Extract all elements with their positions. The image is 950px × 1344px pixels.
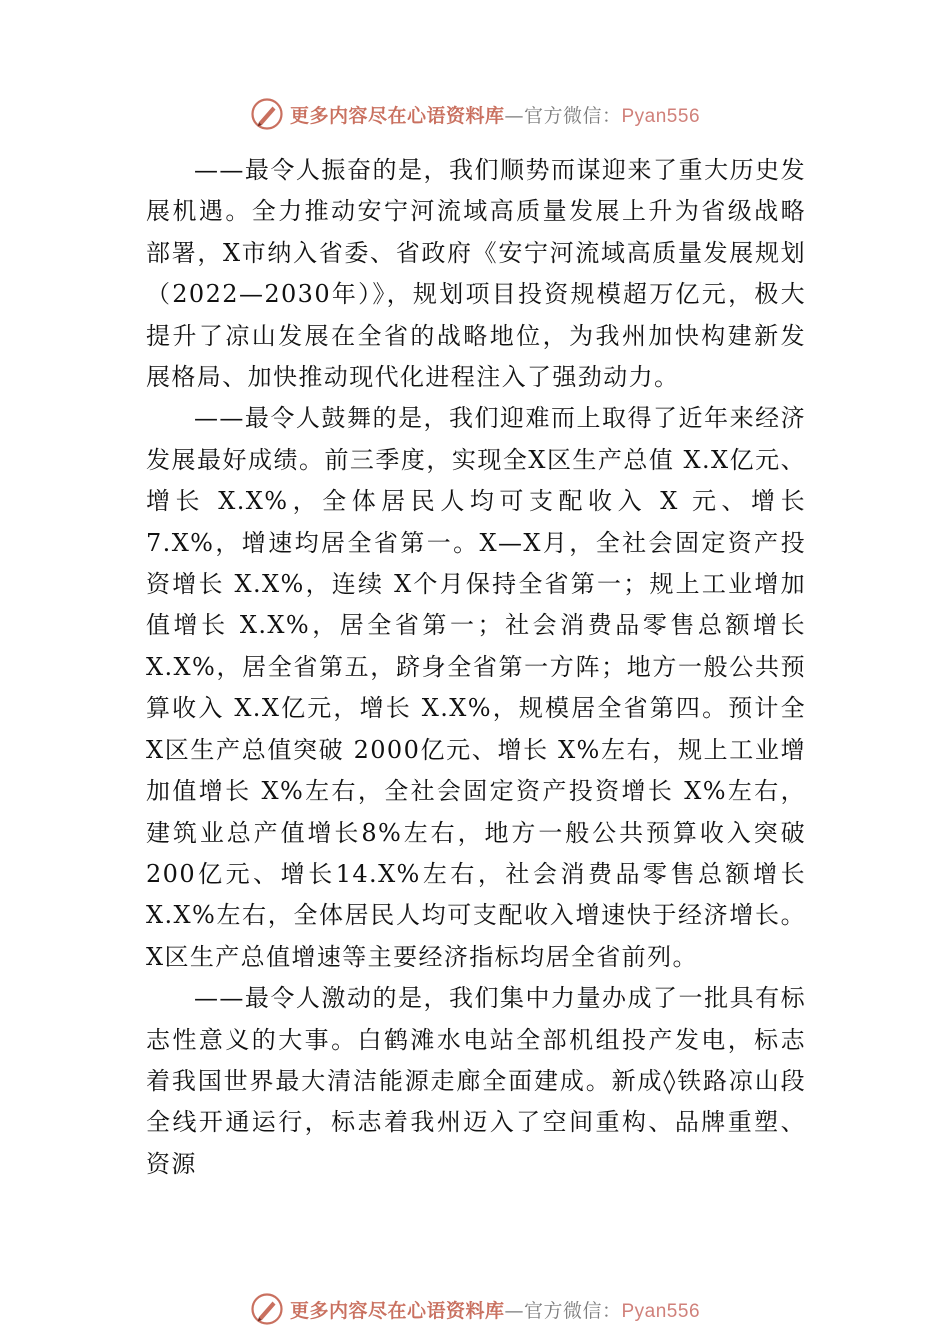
pen-logo-icon [250,97,284,131]
pen-logo-icon [250,1292,284,1326]
paragraph: ——最令人激动的是，我们集中力量办成了一批具有标志性意义的大事。白鹤滩水电站全部机组投产发电，标志着我国世界最大清洁能源走廊全面建成。新成◊铁路凉山段全线开通运行，标志着我州迈入了空间重构、品牌重塑、资源 [146,984,806,1178]
header-separator: — [504,104,524,127]
header-wechat-id: Pyan556 [621,105,701,127]
header-text [290,101,700,128]
footer-label: 官方微信： [523,1299,622,1322]
footer-brand: 更多内容尽在心语资料库 [289,1299,505,1322]
footer-separator: — [504,1299,524,1322]
header-label: 官方微信： [523,104,622,127]
header-banner [0,94,950,134]
paragraph: ——最令人振奋的是，我们顺势而谋迎来了重大历史发展机遇。全力推动安宁河流域高质量发展上升为省级战略部署，X市纳入省委、省政府《安宁河流域高质量发展规划（2022—2030年）》，规划项目投资规模超万亿元，极大提升了凉山发展在全省的战略地位，为我州加快构建新发展格局、加快推动现代化进程注入了强劲动力。 [146,156,806,392]
document-body [146,150,806,1185]
header-brand: 更多内容尽在心语资料库 [289,104,505,127]
footer-wechat-id: Pyan556 [621,1300,701,1322]
footer-text [290,1296,700,1323]
footer-banner [0,1289,950,1329]
paragraph: ——最令人鼓舞的是，我们迎难而上取得了近年来经济发展最好成绩。前三季度，实现全X区生产总值 X.X亿元、增长 X.X%，全体居民人均可支配收入 X 元、增长7.X%，增速均居全省第一。X—X月，全社会固定资产投资增长 X.X%，连续 X个月保持全省第一；规上工业增加值增长 X.X%，居全省第一；社会消费品零售总额增长X.X%，居全省第五，跻身全省第一方阵；地方一般公共预算收入 X.X亿元，增长 X.X%，规模居全省第四。预计全X区生产总值突破 2000亿元、增长 X%左右，规上工业增加值增长 X%左右，全社会固定资产投资增长 X%左右，建筑业总产值增长8%左右，地方一般公共预算收入突破200亿元、增长14.X%左右，社会消费品零售总额增长 X.X%左右，全体居民人均可支配收入增速快于经济增长。X区生产总值增速等主要经济指标均居全省前列。 [146,404,806,971]
